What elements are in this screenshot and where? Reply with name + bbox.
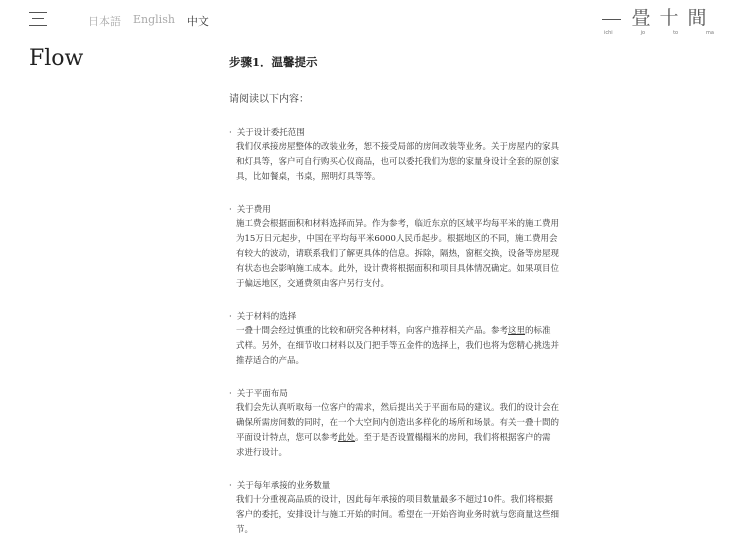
topic-heading: · 关于费用 (229, 205, 271, 215)
lang-japanese[interactable]: 日本語 (88, 15, 121, 28)
section-title: Flow (29, 46, 84, 71)
menu-icon[interactable] (29, 12, 47, 26)
floor-plan-reference-link[interactable]: 此处 (338, 433, 356, 443)
topic-heading: · 关于平面布局 (229, 389, 288, 399)
materials-reference-link[interactable]: 这里 (508, 326, 526, 336)
topic-annual-capacity (229, 480, 559, 538)
topic-heading: · 关于设计委托范围 (229, 128, 305, 138)
topic-design-scope (229, 127, 559, 185)
topic-materials (229, 311, 559, 369)
step-title: 步骤1．温馨提示 (229, 55, 318, 69)
logo-ichi-mark (602, 19, 621, 20)
intro-text: 请阅读以下内容： (229, 94, 309, 105)
topic-fees (229, 204, 559, 292)
topic-body: 我们会先认真听取每一位客户的需求，然后提出关于平面布局的建议。我们的设计会在确保所需房间数的同时，在一个大空间内创造出多样化的场所和场景。有关一叠十間的平面设计特点，您可以参考此处。至于是否设置榻榻米的房间，我们将根据客户的需求进行设计。 (236, 403, 560, 458)
topic-heading: · 关于材料的选择 (229, 312, 297, 322)
topic-floor-plan (229, 388, 559, 461)
lang-chinese[interactable]: 中文 (186, 15, 209, 28)
language-switcher (88, 13, 209, 29)
main-content (229, 55, 559, 557)
logo-romaji: ichi jo to ma (604, 30, 714, 36)
topic-body: 一叠十間会经过慎重的比较和研究各种材料，向客户推荐相关产品。参考这里的标准式样。另外，在细节收口材料以及门把手等五金件的选择上，我们也将为您精心挑选并推荐适合的产品。 (236, 326, 560, 366)
lang-english[interactable]: English (133, 13, 175, 26)
topic-body: 我们仅承接房屋整体的改装业务，恕不接受局部的房间改装等业务。关于房屋内的家具和灯具等，客户可自行购买心仪商品，也可以委托我们为您的家量身设计全套的原创家具，比如餐桌，书桌，照明灯具等等。 (236, 142, 560, 182)
logo-kanji: 畳十間 (600, 7, 718, 29)
topic-heading: · 关于每年承接的业务数量 (229, 481, 331, 491)
topic-body: 我们十分重视高品质的设计，因此每年承接的项目数量最多不超过10件。我们将根据客户的委托，安排设计与施工开始的时间。希望在一开始咨询业务时就与您商量这些细节。 (236, 495, 560, 535)
site-logo[interactable] (600, 7, 718, 36)
topic-body: 施工费会根据面积和材料选择而异。作为参考，临近东京的区域平均每平米的施工费用为15万日元起步，中国在平均每平米6000人民币起步。根据地区的不同，施工费用会有较大的波动，请联系我们了解更具体的信息。拆除，隔热，窗框交换，设备等房屋现有状态也会影响施工成本。此外，设计费将根据面积和项目具体情况确定。如果项目位于偏远地区，交通费须由客户另行支付。 (236, 219, 560, 289)
